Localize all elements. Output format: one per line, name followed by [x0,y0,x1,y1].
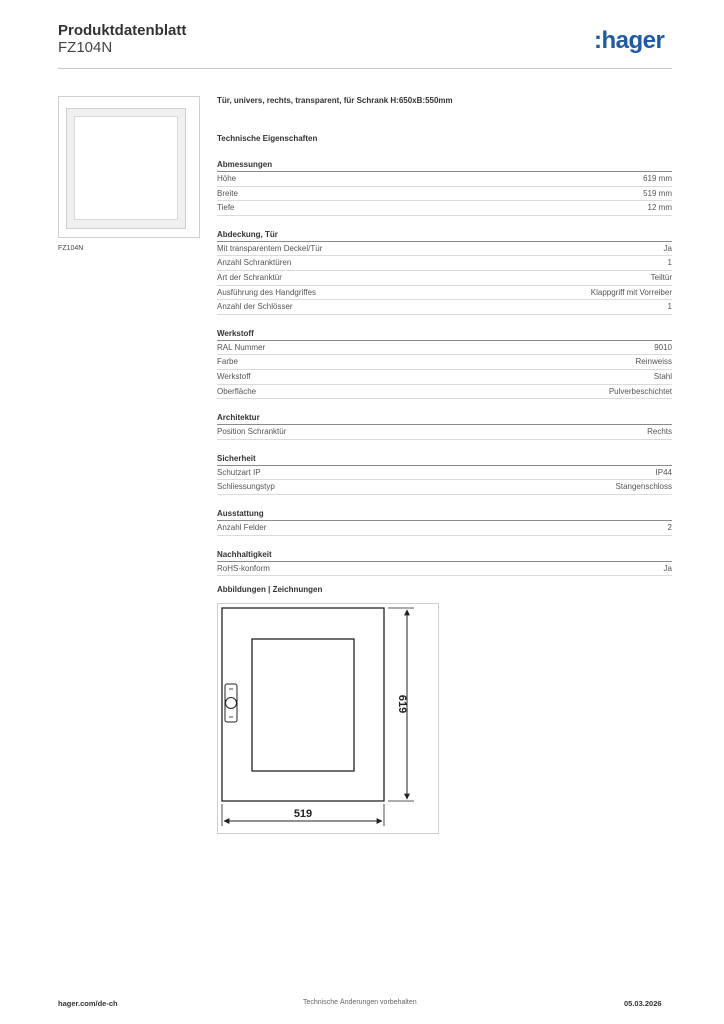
property-label: RoHS-konform [217,563,270,573]
property-value: Ja [663,563,672,573]
hager-logo: :hager [594,27,665,54]
product-description: Tür, univers, rechts, transparent, für Schrank H:650xB:550mm [217,96,453,105]
property-label: Anzahl der Schlösser [217,302,293,312]
window-outline [252,639,354,771]
property-label: Schliessungstyp [217,482,275,492]
property-section [217,454,672,495]
property-label: Anzahl Felder [217,522,267,532]
property-value: Klappgriff mit Vorreiber [590,287,672,297]
door-window [74,116,178,220]
product-image-caption: FZ104N [58,245,84,252]
property-row [217,355,672,370]
property-label: Ausführung des Handgriffes [217,287,317,297]
footer-date: 05.03.2026 [624,999,662,1008]
section-title: Werkstoff [217,329,672,341]
property-value: 12 mm [647,203,672,213]
property-label: Tiefe [217,203,235,213]
property-row [217,425,672,440]
property-value: 1 [667,258,672,268]
property-section [217,329,672,399]
property-row [217,242,672,257]
property-row [217,300,672,315]
property-section [217,413,672,440]
drawings-heading: Abbildungen | Zeichnungen [217,585,323,594]
property-value: 9010 [654,342,672,352]
lock-icon [226,698,237,709]
height-dimension-label: 619 [396,694,408,714]
handle-outline [225,684,237,722]
property-value: 1 [667,302,672,312]
product-number: FZ104N [58,39,113,56]
property-section [217,550,672,577]
door-thumbnail [66,108,186,229]
property-sections [217,160,672,576]
property-value: IP44 [655,467,672,477]
section-title: Nachhaltigkeit [217,550,672,562]
property-row [217,187,672,202]
section-title: Abdeckung, Tür [217,230,672,242]
door-outline [222,608,384,801]
property-row [217,286,672,301]
property-label: Art der Schranktür [217,272,282,282]
property-label: Farbe [217,357,238,367]
property-row [217,521,672,536]
property-value: Pulverbeschichtet [608,386,672,396]
property-value: 619 mm [643,174,672,183]
document-title: Produktdatenblatt [58,22,187,39]
section-title: Abmessungen [217,160,672,172]
property-row [217,341,672,356]
technical-drawing [217,603,439,834]
property-row [217,172,672,187]
property-label: Position Schranktür [217,427,287,437]
property-row [217,480,672,495]
property-row [217,370,672,385]
technical-properties-heading: Technische Eigenschaften [217,134,318,143]
property-row [217,466,672,481]
property-label: Höhe [217,174,237,183]
property-value: Stangenschloss [615,482,672,492]
footer-website[interactable]: hager.com/de-ch [58,999,118,1008]
properties-panel [217,92,672,576]
product-image [58,96,200,238]
property-section [217,509,672,536]
property-value: Teiltür [650,272,672,282]
property-row [217,256,672,271]
property-label: Werkstoff [217,371,251,381]
property-label: Mit transparentem Deckel/Tür [217,243,323,253]
property-row [217,201,672,216]
property-value: Reinweiss [635,357,672,367]
property-row [217,271,672,286]
property-label: Schutzart IP [217,467,261,477]
property-label: Oberfläche [217,386,257,396]
property-label: Breite [217,188,238,198]
property-value: 2 [667,522,672,532]
header-divider [58,68,672,69]
property-row [217,562,672,577]
property-label: RAL Nummer [217,342,266,352]
footer-disclaimer: Technische Änderungen vorbehalten [303,999,417,1006]
section-title: Sicherheit [217,454,672,466]
property-label: Anzahl Schranktüren [217,258,292,268]
width-dimension-label: 519 [293,808,313,820]
property-value: 519 mm [643,188,672,198]
property-value: Stahl [653,371,672,381]
property-row [217,385,672,400]
property-value: Ja [663,243,672,253]
property-value: Rechts [647,427,672,437]
section-title: Ausstattung [217,509,672,521]
section-title: Architektur [217,413,672,425]
property-section [217,230,672,315]
property-section [217,160,672,216]
door-drawing [218,604,440,835]
